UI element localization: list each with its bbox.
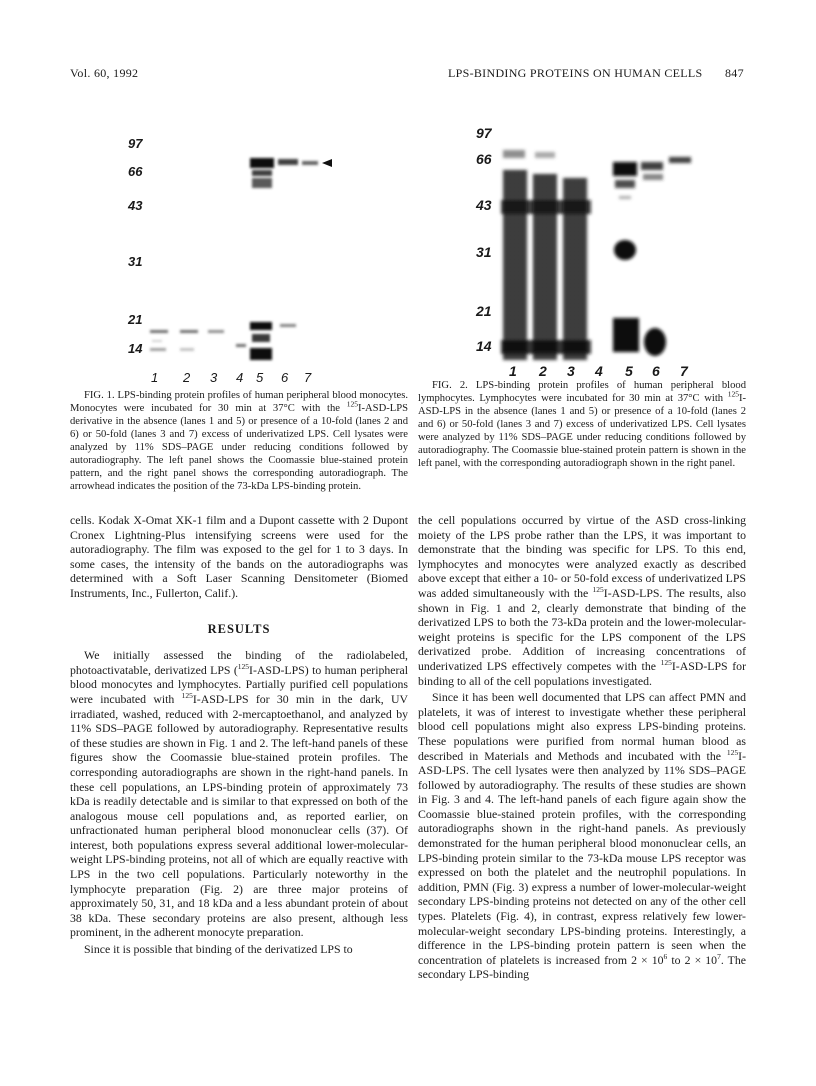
fig1-mw-97: 97: [128, 136, 143, 151]
fig2-mw-21: 21: [476, 303, 492, 319]
fig1-lane-7: 7: [304, 370, 312, 385]
fig1-gel-image: [140, 140, 350, 370]
left-para-3: Since it is possible that binding of the derivatized LPS to: [84, 942, 353, 957]
right-column: [418, 513, 746, 982]
fig2-lane-4: 4: [595, 363, 603, 379]
fig2-mw-97: 97: [476, 125, 492, 141]
fig2-mw-31: 31: [476, 244, 492, 260]
right-para-1: the cell populations occurred by virtue of the ASD cross-linking moiety of the LPS probe rather than the LPS, it was important to demonstrate that the binding was specific for LPS. To this end, lymphocytes and monocytes were analyzed exactly as described above except that either a 10- or 50-fold excess of underivatized LPS was added simultaneously with the $^{125}$I-ASD-LPS. The results, also shown in Fig. 1 and 2, clearly demonstrate that binding of the derivatized LPS to both the 73-kDa protein and the lower-molecular-weight proteins is specific for the LPS component of the LPS derivatized probe. Addition of increasing concentrations of underivatized LPS effectively competes with the $^{125}$I-ASD-LPS for binding to all of the cell populations investigated.: [418, 513, 747, 688]
fig1-lane-2: 2: [183, 370, 191, 385]
running-title: LPS-BINDING PROTEINS ON HUMAN CELLS: [448, 66, 703, 80]
fig1-arrowhead: [322, 159, 332, 167]
section-title-results: RESULTS: [207, 621, 271, 636]
fig1-mw-21: 21: [128, 312, 143, 327]
fig2-lane-1: 1: [509, 363, 517, 379]
left-column: [70, 513, 408, 957]
fig2-gel-image: [495, 140, 710, 365]
left-para-1: cells. Kodak X-Omat XK-1 film and a Dupont cassette with 2 Dupont Cronex Lightning-Plus intensifying screens were used for the autoradiography. The film was exposed to the gel for 1 to 3 days. In some cases, the intensity of the bands on the autoradiographs was determined with a Soft Laser Scanning Densitometer (Biomed Instruments, Inc., Fullerton, Calif.).: [70, 513, 408, 600]
fig2-lane-7: 7: [680, 363, 688, 379]
fig1-lane-5: 5: [256, 370, 264, 385]
fig2-mw-43: 43: [476, 197, 492, 213]
left-para-2: We initially assessed the binding of the radiolabeled, photoactivatable, derivatized LPS ($^{125}$I-ASD-LPS) to human peripheral blood monocytes and lymphocytes. Partially purified cell populations were incubated with $^{125}$I-ASD-LPS for 30 min in the dark, UV irradiated, washed, reduced with 2-mercaptoethanol, and analyzed by 11% SDS–PAGE followed by autoradiography. Representative results of these studies are shown in Fig. 1 and 2. The left-hand panels of these figures show the Coomassie blue-stained protein profiles. The corresponding autoradiographs are shown in the right-hand panels. In these cell populations, an LPS-binding protein of approximately 73 kDa is readily detectable and is similar to that expressed on both of the analogous mouse cell populations and, as reported earlier, on unfractionated human peripheral blood mononuclear cells (37). Of interest, both populations express several additional lower-molecular-weight LPS-binding proteins, not all of which are equally reactive with LPS in the two cell populations. Particularly noteworthy in the lymphocyte preparation (Fig. 2) are three major proteins of approximately 50, 31, and 18 kDa and a less abundant protein of about 38 kDa. These secondary proteins are also present, although less prominent, in the adherent monocyte preparation.: [70, 648, 408, 940]
fig1-mw-66: 66: [128, 164, 143, 179]
fig2-mw-14: 14: [476, 338, 492, 354]
fig1-autoradiograph-bands: [236, 158, 318, 360]
fig1-lane-3: 3: [210, 370, 218, 385]
fig1-lane-6: 6: [281, 370, 289, 385]
page-number: 847: [725, 66, 744, 80]
fig2-caption: FIG. 2. LPS-binding protein profiles of human peripheral blood lymphocytes. Lymphocytes were incubated for 30 min at 37°C with $^{125}$I-ASD-LPS in the absence (lanes 1 and 5) or presence of a 10-fold (lanes 2 and 6) or 50-fold (lanes 3 and 7) excess of underivatized LPS. Cell lysates were analyzed by 11% SDS–PAGE under reducing conditions followed by autoradiography. The Coomassie blue-stained protein pattern is shown in the left panel, with the corresponding autoradiograph shown in the right panel.: [418, 380, 746, 469]
journal-volume: Vol. 60, 1992: [70, 66, 139, 80]
fig2-lane-3: 3: [567, 363, 575, 379]
fig1-lane-4: 4: [236, 370, 244, 385]
fig2-lane-5: 5: [625, 363, 633, 379]
fig1-mw-14: 14: [128, 341, 143, 356]
fig1-lane-1: 1: [151, 370, 159, 385]
fig1-mw-43: 43: [128, 198, 143, 213]
fig2-lane-6: 6: [652, 363, 660, 379]
fig1-caption: FIG. 1. LPS-binding protein profiles of human peripheral blood monocytes. Monocytes were incubated for 30 min at 37°C with the $^{125}$I-ASD-LPS derivative in the absence (lanes 1 and 5) or presence of a 10-fold (lanes 2 and 6) or 50-fold (lanes 3 and 7) excess of underivatized LPS. Cell lysates were analyzed by 11% SDS–PAGE under reducing conditions followed by autoradiography. The left panel shows the Coomassie blue-stained protein pattern, and the right panel shows the corresponding autoradiograph. The arrowhead indicates the position of the 73-kDa LPS-binding protein.: [70, 390, 408, 492]
fig1-coomassie-bands: [150, 330, 224, 351]
fig2-mw-66: 66: [476, 151, 492, 167]
fig2-autoradiograph-bands: [613, 157, 691, 356]
fig2-coomassie-lanes: [501, 150, 591, 360]
fig1-mw-31: 31: [128, 254, 143, 269]
fig2-lane-2: 2: [539, 363, 547, 379]
right-para-2: Since it has been well documented that LPS can affect PMN and platelets, it was of interest to investigate whether these peripheral blood cell populations might also express LPS-binding proteins. These populations were purified from normal human blood as described in Materials and Methods and incubated with the $^{125}$I-ASD-LPS. The cell lysates were then analyzed by 11% SDS–PAGE followed by autoradiography. The results of these studies are shown in Fig. 3 and 4. The left-hand panels of each figure again show the Coomassie blue-stained protein profiles, with the corresponding autoradiographs shown in the right-hand panels. As previously demonstrated for the human peripheral blood mononuclear cells, an LPS-binding protein similar to the 73-kDa mouse LPS receptor was expressed on both the platelet and the neutrophil populations. In addition, PMN (Fig. 3) express a number of lower-molecular-weight secondary LPS-binding proteins not detected on any of the other cell types. Platelets (Fig. 4), in contrast, express relatively few lower-molecular-weight secondary LPS-binding proteins. Interestingly, a difference in the LPS-binding protein pattern is seen when the concentration of platelets is increased from $2 \times 10^6$ to $2 \times 10^7$. The secondary LPS-binding: [418, 690, 746, 982]
